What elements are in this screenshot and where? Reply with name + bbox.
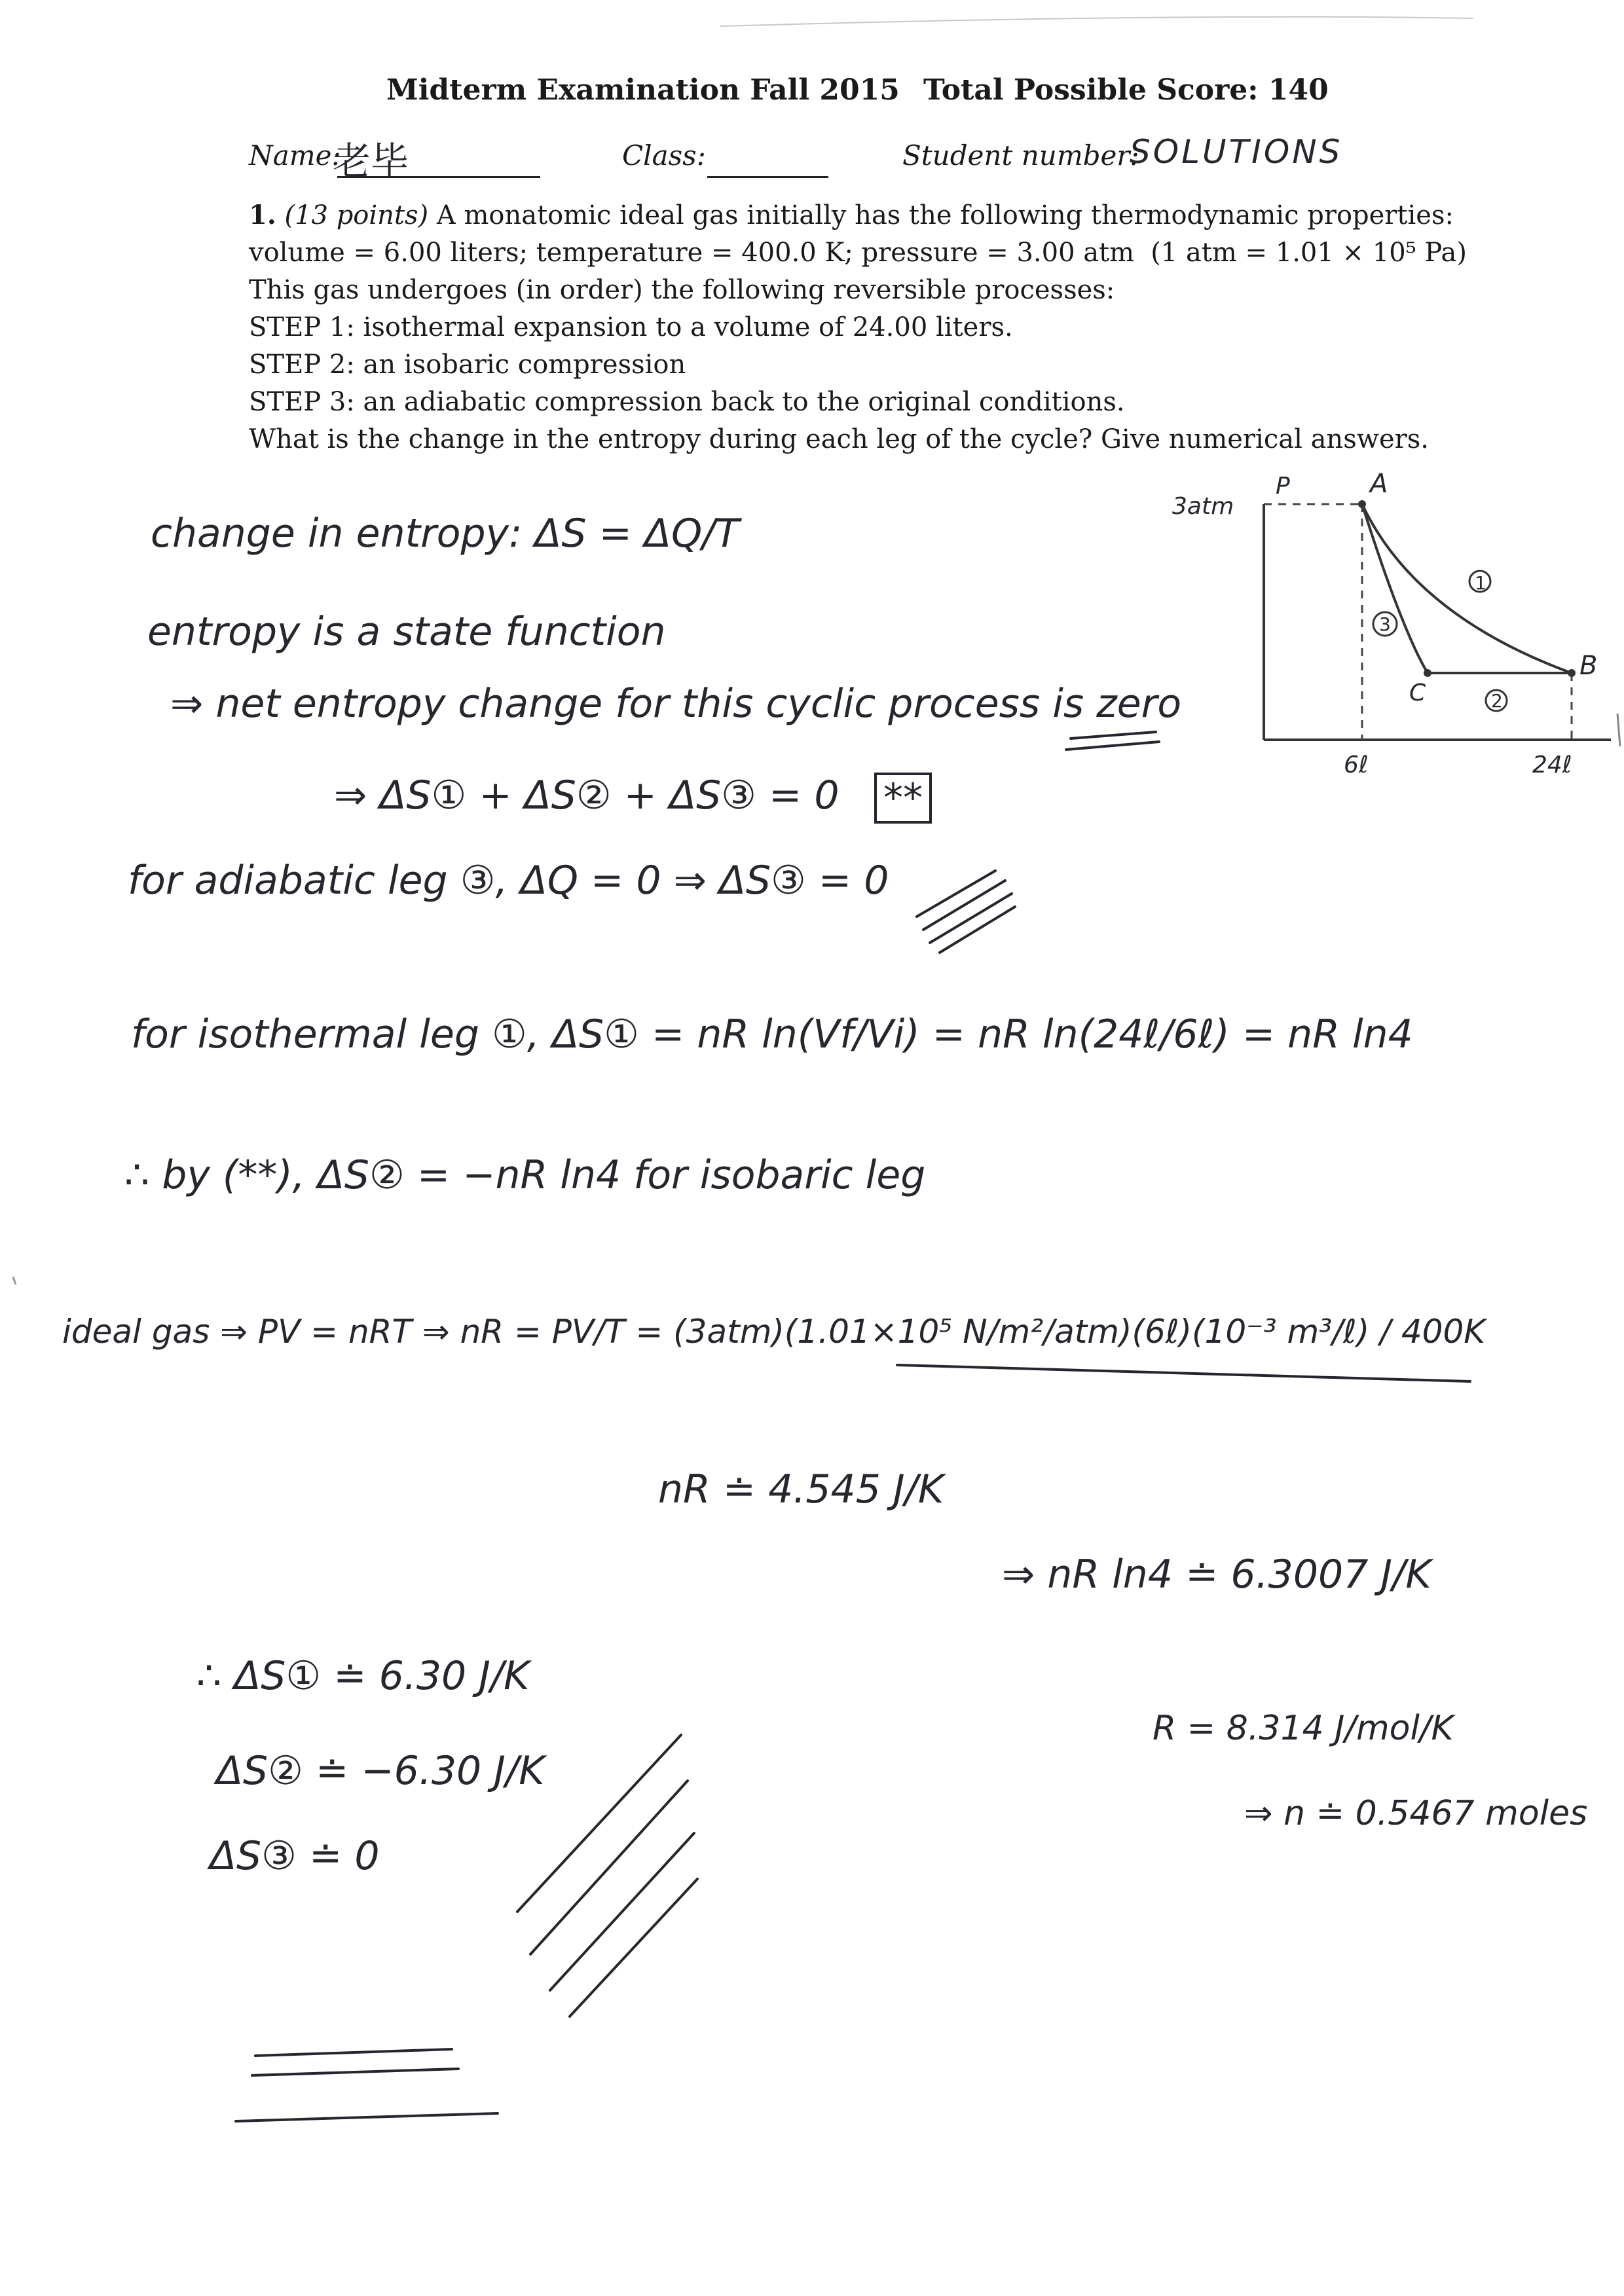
problem-line-3: This gas undergoes (in order) the following reversible processes: xyxy=(249,275,1115,305)
step-3: STEP 3: an adiabatic compression back to the original conditions. xyxy=(249,387,1125,417)
answer-leg-3: ΔS③ ≐ 0 xyxy=(210,1833,380,1879)
solution-line-entropy-def: change in entropy: ΔS = ΔQ/T xyxy=(151,511,740,556)
leg-1-label: 1 xyxy=(1475,572,1486,594)
leg-3-label: 3 xyxy=(1379,613,1391,635)
leg-2-label: 2 xyxy=(1491,690,1503,712)
solution-line-state-function: entropy is a state function xyxy=(147,609,666,655)
solution-line-sum-zero: ⇒ ΔS① + ΔS② + ΔS③ = 0 xyxy=(334,773,840,818)
solution-line-ideal-gas: ideal gas ⇒ PV = nRT ⇒ nR = PV/T = (3atm)(1.01×10⁵ N/m²/atm)(6ℓ)(10⁻³ m³/ℓ) / 400K xyxy=(62,1313,1486,1351)
total-score: Total Possible Score: 140 xyxy=(923,73,1329,107)
problem-line-1: A monatomic ideal gas initially has the following thermodynamic properties: xyxy=(436,200,1454,230)
y-axis-label: P xyxy=(1276,473,1290,500)
step-2: STEP 2: an isobaric compression xyxy=(249,350,686,380)
equation-marker-box: ** xyxy=(874,773,932,824)
problem-points: (13 points) xyxy=(284,200,429,230)
class-label: Class: xyxy=(622,139,706,172)
solution-line-isothermal: for isothermal leg ①, ΔS① = nR ln(Vf/Vi) = nR ln(24ℓ/6ℓ) = nR ln4 xyxy=(131,1011,1413,1057)
answer-leg-1: ∴ ΔS① ≐ 6.30 J/K xyxy=(196,1653,530,1699)
solution-line-adiabatic: for adiabatic leg ③, ΔQ = 0 ⇒ ΔS③ = 0 xyxy=(128,858,889,903)
problem-number: 1. xyxy=(249,200,276,230)
exam-title: Midterm Examination Fall 2015 xyxy=(386,73,900,107)
name-value: 老毕 xyxy=(333,139,409,183)
gas-constant-note: R = 8.314 J/mol/K xyxy=(1153,1709,1454,1748)
student-number-label: Student number: xyxy=(902,139,1139,172)
step-1: STEP 1: isothermal expansion to a volume of 24.00 liters. xyxy=(249,312,1013,342)
x-tick-label-2: 24ℓ xyxy=(1532,752,1572,778)
pressure-tick-label: 3atm xyxy=(1172,493,1234,520)
answer-leg-2: ΔS② ≐ −6.30 J/K xyxy=(216,1748,545,1794)
solution-line-net-zero: ⇒ net entropy change for this cyclic process is zero xyxy=(170,681,1182,727)
point-c-label: C xyxy=(1409,680,1426,706)
x-tick-label-1: 6ℓ xyxy=(1344,752,1369,778)
moles-note: ⇒ n ≐ 0.5467 moles xyxy=(1244,1794,1588,1833)
student-number-value: SOLUTIONS xyxy=(1130,133,1343,171)
problem-line-2: volume = 6.00 liters; temperature = 400.0 K; pressure = 3.00 atm xyxy=(249,238,1135,268)
problem-question: What is the change in the entropy during each leg of the cycle? Give numerical answers. xyxy=(249,424,1429,454)
point-a-label: A xyxy=(1370,469,1388,499)
solution-line-nrln4-value: ⇒ nR ln4 ≐ 6.3007 J/K xyxy=(1002,1552,1431,1597)
point-b-label: B xyxy=(1579,651,1598,681)
solution-line-nr-value: nR ≐ 4.545 J/K xyxy=(658,1467,944,1512)
name-label: Name: xyxy=(249,139,341,172)
unit-conversion: (1 atm = 1.01 × 10⁵ Pa) xyxy=(1151,238,1467,268)
solution-line-isobaric: ∴ by (**), ΔS② = −nR ln4 for isobaric leg xyxy=(124,1152,926,1198)
